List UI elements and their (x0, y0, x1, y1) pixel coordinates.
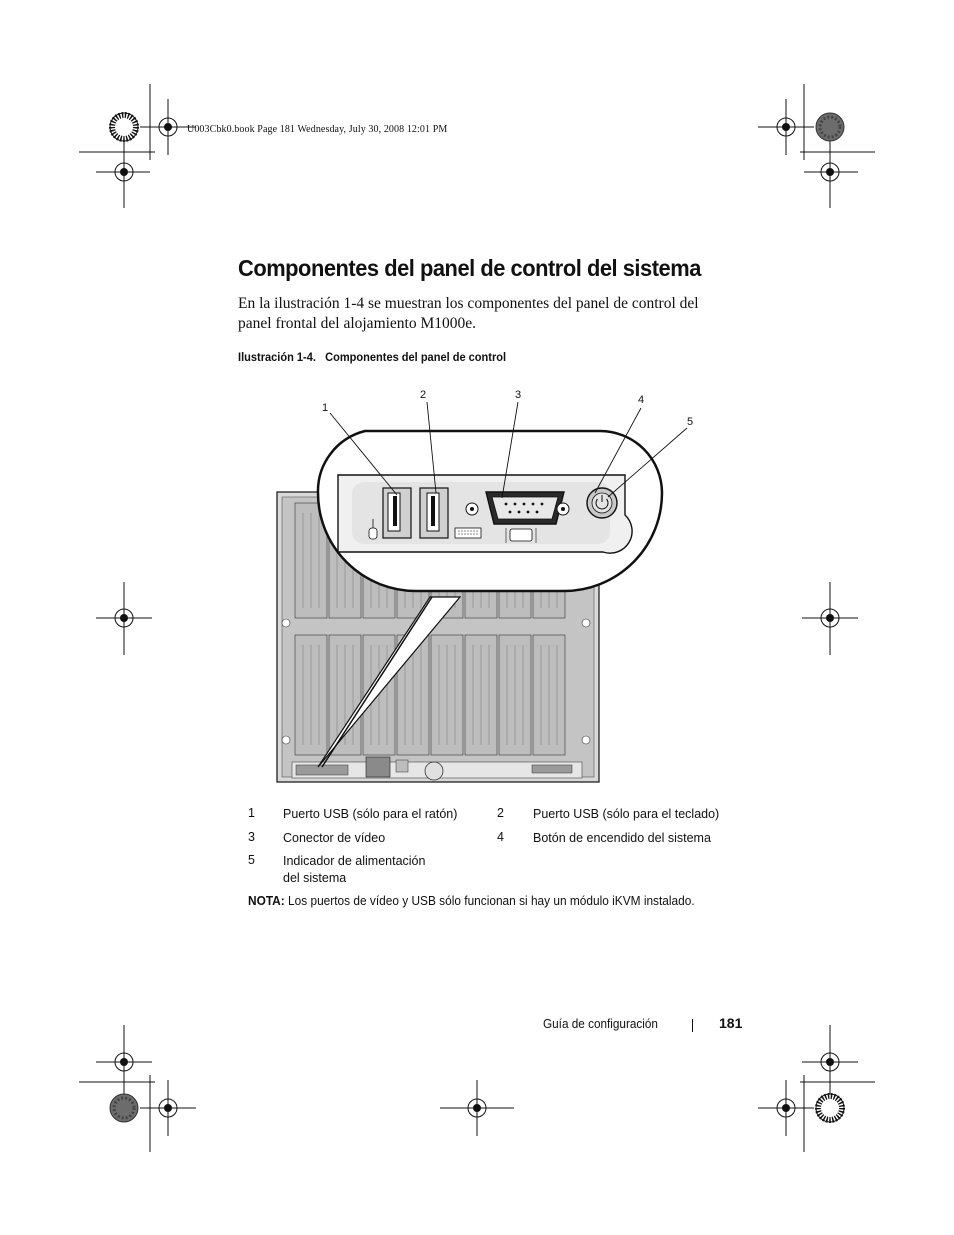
note-text: Los puertos de vídeo y USB sólo funcionan si hay un módulo iKVM instalado. (284, 894, 695, 908)
book-header-info: U003Cbk0.book Page 181 Wednesday, July 30, 2008 12:01 PM (187, 124, 448, 135)
legend-text: Puerto USB (sólo para el ratón) (283, 807, 458, 821)
footer-section-title: Guía de configuración (543, 1017, 658, 1031)
legend-text: Puerto USB (sólo para el teclado) (533, 807, 720, 821)
figure-title: Componentes del panel de control (325, 350, 507, 364)
callout-5: 5 (687, 416, 694, 428)
legend-text: Botón de encendido del sistema (533, 831, 711, 845)
control-panel-illustration (270, 385, 694, 790)
legend-text-line2: del sistema (283, 871, 347, 885)
figure-label: Ilustración 1-4. (238, 350, 316, 364)
legend-num: 5 (248, 853, 255, 867)
intro-paragraph: En la ilustración 1-4 se muestran los componentes del panel de control del panel frontal del alojamiento M1000e. (238, 295, 699, 332)
note (248, 894, 695, 908)
callout-2: 2 (420, 389, 427, 401)
section-title: Componentes del panel de control del sistema (238, 255, 701, 281)
legend-text-line1: Indicador de alimentación (283, 854, 426, 868)
figure-caption (238, 350, 506, 364)
legend-text: Conector de vídeo (283, 831, 386, 845)
callout-4: 4 (638, 394, 645, 406)
legend-num: 3 (248, 830, 255, 844)
footer-divider (692, 1019, 693, 1032)
legend-num: 2 (497, 806, 504, 820)
callout-1: 1 (322, 402, 329, 414)
legend-num: 4 (497, 830, 504, 844)
note-label: NOTA: (248, 894, 285, 908)
legend-num: 1 (248, 806, 255, 820)
page-number: 181 (719, 1015, 743, 1031)
callout-3: 3 (515, 389, 522, 401)
